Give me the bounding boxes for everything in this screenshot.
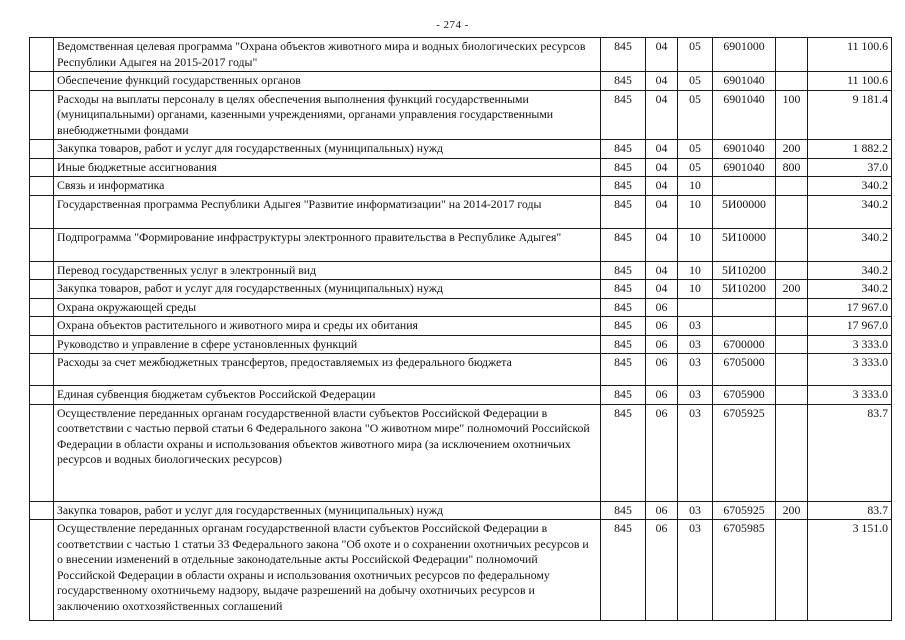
row-target-article-code: 6705000 bbox=[713, 354, 776, 386]
row-expense-type-code bbox=[776, 38, 808, 72]
row-section-code: 04 bbox=[646, 158, 678, 177]
row-name: Связь и информатика bbox=[54, 177, 601, 196]
row-subsection-code: 03 bbox=[678, 386, 713, 405]
row-admin-code: 845 bbox=[601, 177, 646, 196]
row-margin-cell bbox=[30, 140, 54, 159]
row-target-article-code: 5И10200 bbox=[713, 280, 776, 299]
table-row bbox=[30, 520, 892, 621]
row-expense-type-code bbox=[776, 72, 808, 91]
table-row bbox=[30, 317, 892, 336]
row-margin-cell bbox=[30, 177, 54, 196]
row-amount: 340.2 bbox=[808, 195, 892, 228]
row-margin-cell bbox=[30, 335, 54, 354]
table-row bbox=[30, 280, 892, 299]
row-admin-code: 845 bbox=[601, 404, 646, 501]
row-section-code: 06 bbox=[646, 404, 678, 501]
row-target-article-code: 5И00000 bbox=[713, 195, 776, 228]
row-target-article-code: 6901040 bbox=[713, 140, 776, 159]
row-section-code: 04 bbox=[646, 38, 678, 72]
row-subsection-code: 03 bbox=[678, 404, 713, 501]
row-admin-code: 845 bbox=[601, 520, 646, 621]
row-subsection-code: 03 bbox=[678, 501, 713, 520]
budget-table-body bbox=[30, 38, 892, 621]
row-target-article-code: 6705925 bbox=[713, 501, 776, 520]
row-admin-code: 845 bbox=[601, 317, 646, 336]
row-subsection-code: 03 bbox=[678, 520, 713, 621]
row-subsection-code: 05 bbox=[678, 140, 713, 159]
row-amount: 9 181.4 bbox=[808, 90, 892, 140]
row-amount: 340.2 bbox=[808, 261, 892, 280]
row-section-code: 06 bbox=[646, 335, 678, 354]
row-subsection-code: 10 bbox=[678, 177, 713, 196]
row-name: Расходы за счет межбюджетных трансфертов, предоставляемых из федерального бюджета bbox=[54, 354, 601, 386]
row-admin-code: 845 bbox=[601, 386, 646, 405]
row-subsection-code: 10 bbox=[678, 261, 713, 280]
row-margin-cell bbox=[30, 317, 54, 336]
row-admin-code: 845 bbox=[601, 140, 646, 159]
row-target-article-code bbox=[713, 298, 776, 317]
table-row bbox=[30, 228, 892, 261]
row-expense-type-code: 200 bbox=[776, 280, 808, 299]
row-name: Осуществление переданных органам государственной власти субъектов Российской Федерации в соответствии с частью первой статьи 6 Федерального закона "О животном мире" полномочий Российской Федерации в области охраны и использования объектов животного мира (за исключением охотничьих ресурсов и водных биологических ресурсов) bbox=[54, 404, 601, 501]
row-margin-cell bbox=[30, 38, 54, 72]
table-row bbox=[30, 501, 892, 520]
row-name: Охрана объектов растительного и животного мира и среды их обитания bbox=[54, 317, 601, 336]
row-margin-cell bbox=[30, 195, 54, 228]
row-target-article-code bbox=[713, 317, 776, 336]
row-admin-code: 845 bbox=[601, 228, 646, 261]
row-target-article-code: 6901040 bbox=[713, 90, 776, 140]
row-subsection-code: 10 bbox=[678, 280, 713, 299]
row-target-article-code: 6901000 bbox=[713, 38, 776, 72]
row-margin-cell bbox=[30, 90, 54, 140]
row-name: Обеспечение функций государственных органов bbox=[54, 72, 601, 91]
row-admin-code: 845 bbox=[601, 195, 646, 228]
row-expense-type-code: 200 bbox=[776, 140, 808, 159]
row-admin-code: 845 bbox=[601, 298, 646, 317]
table-row bbox=[30, 90, 892, 140]
row-subsection-code: 05 bbox=[678, 72, 713, 91]
row-name: Руководство и управление в сфере установленных функций bbox=[54, 335, 601, 354]
row-target-article-code: 6705985 bbox=[713, 520, 776, 621]
row-subsection-code: 03 bbox=[678, 317, 713, 336]
row-margin-cell bbox=[30, 354, 54, 386]
row-name: Закупка товаров, работ и услуг для государственных (муниципальных) нужд bbox=[54, 501, 601, 520]
row-name: Подпрограмма "Формирование инфраструктуры электронного правительства в Республике Адыгея" bbox=[54, 228, 601, 261]
row-admin-code: 845 bbox=[601, 335, 646, 354]
row-section-code: 04 bbox=[646, 72, 678, 91]
row-name: Осуществление переданных органам государственной власти субъектов Российской Федерации в соответствии с частью 1 статьи 33 Федерального закона "Об охоте и о сохранении охотничьих ресурсов и о внесении изменений в отдельные законодательные акты Российской Федерации" полномочий Российской Федерации в области охраны и использования охотничьих ресурсов по федеральному государственному охотничьему надзору, выдаче разрешений на добычу охотничьих ресурсов и заключению охотхозяйственных соглашений bbox=[54, 520, 601, 621]
row-amount: 11 100.6 bbox=[808, 38, 892, 72]
row-margin-cell bbox=[30, 228, 54, 261]
row-amount: 340.2 bbox=[808, 280, 892, 299]
table-row bbox=[30, 386, 892, 405]
row-margin-cell bbox=[30, 261, 54, 280]
row-amount: 3 333.0 bbox=[808, 335, 892, 354]
row-target-article-code: 5И10000 bbox=[713, 228, 776, 261]
row-section-code: 06 bbox=[646, 501, 678, 520]
row-margin-cell bbox=[30, 501, 54, 520]
row-margin-cell bbox=[30, 298, 54, 317]
row-name: Расходы на выплаты персоналу в целях обеспечения выполнения функций государственными (муниципальными) органами, казенными учреждениями, органами управления государственными внебюджетными фондами bbox=[54, 90, 601, 140]
table-row bbox=[30, 140, 892, 159]
row-expense-type-code bbox=[776, 354, 808, 386]
table-row bbox=[30, 335, 892, 354]
row-admin-code: 845 bbox=[601, 354, 646, 386]
row-subsection-code: 10 bbox=[678, 195, 713, 228]
row-admin-code: 845 bbox=[601, 280, 646, 299]
row-name: Государственная программа Республики Адыгея "Развитие информатизации" на 2014-2017 годы bbox=[54, 195, 601, 228]
row-target-article-code: 6705925 bbox=[713, 404, 776, 501]
row-subsection-code bbox=[678, 298, 713, 317]
row-name: Закупка товаров, работ и услуг для государственных (муниципальных) нужд bbox=[54, 140, 601, 159]
row-expense-type-code: 100 bbox=[776, 90, 808, 140]
row-expense-type-code bbox=[776, 520, 808, 621]
row-margin-cell bbox=[30, 158, 54, 177]
budget-table bbox=[29, 37, 892, 621]
row-section-code: 04 bbox=[646, 177, 678, 196]
row-expense-type-code bbox=[776, 404, 808, 501]
row-margin-cell bbox=[30, 280, 54, 299]
row-name: Ведомственная целевая программа "Охрана объектов животного мира и водных биологических ресурсов Республики Адыгея на 2015-2017 годы" bbox=[54, 38, 601, 72]
row-subsection-code: 05 bbox=[678, 158, 713, 177]
row-name: Единая субвенция бюджетам субъектов Российской Федерации bbox=[54, 386, 601, 405]
row-expense-type-code bbox=[776, 228, 808, 261]
row-margin-cell bbox=[30, 404, 54, 501]
row-amount: 17 967.0 bbox=[808, 298, 892, 317]
row-amount: 11 100.6 bbox=[808, 72, 892, 91]
row-target-article-code: 5И10200 bbox=[713, 261, 776, 280]
table-row bbox=[30, 38, 892, 72]
row-section-code: 04 bbox=[646, 261, 678, 280]
row-subsection-code: 03 bbox=[678, 335, 713, 354]
row-amount: 3 333.0 bbox=[808, 386, 892, 405]
row-name: Закупка товаров, работ и услуг для государственных (муниципальных) нужд bbox=[54, 280, 601, 299]
row-expense-type-code bbox=[776, 177, 808, 196]
row-section-code: 06 bbox=[646, 386, 678, 405]
row-amount: 1 882.2 bbox=[808, 140, 892, 159]
row-section-code: 06 bbox=[646, 298, 678, 317]
table-row bbox=[30, 261, 892, 280]
row-margin-cell bbox=[30, 520, 54, 621]
row-margin-cell bbox=[30, 72, 54, 91]
row-section-code: 04 bbox=[646, 280, 678, 299]
row-amount: 83.7 bbox=[808, 501, 892, 520]
row-section-code: 04 bbox=[646, 140, 678, 159]
table-row bbox=[30, 354, 892, 386]
row-subsection-code: 05 bbox=[678, 38, 713, 72]
page-number: - 274 - bbox=[436, 19, 469, 31]
row-target-article-code bbox=[713, 177, 776, 196]
row-section-code: 04 bbox=[646, 228, 678, 261]
table-row bbox=[30, 72, 892, 91]
row-admin-code: 845 bbox=[601, 90, 646, 140]
row-expense-type-code bbox=[776, 195, 808, 228]
row-target-article-code: 6705900 bbox=[713, 386, 776, 405]
row-amount: 3 333.0 bbox=[808, 354, 892, 386]
table-row bbox=[30, 298, 892, 317]
row-expense-type-code bbox=[776, 386, 808, 405]
row-amount: 340.2 bbox=[808, 228, 892, 261]
row-target-article-code: 6700000 bbox=[713, 335, 776, 354]
row-amount: 3 151.0 bbox=[808, 520, 892, 621]
row-expense-type-code bbox=[776, 335, 808, 354]
row-expense-type-code: 200 bbox=[776, 501, 808, 520]
row-section-code: 06 bbox=[646, 520, 678, 621]
table-row bbox=[30, 158, 892, 177]
row-expense-type-code: 800 bbox=[776, 158, 808, 177]
row-name: Охрана окружающей среды bbox=[54, 298, 601, 317]
row-expense-type-code bbox=[776, 261, 808, 280]
table-row bbox=[30, 404, 892, 501]
row-target-article-code: 6901040 bbox=[713, 158, 776, 177]
row-admin-code: 845 bbox=[601, 261, 646, 280]
row-section-code: 04 bbox=[646, 195, 678, 228]
row-target-article-code: 6901040 bbox=[713, 72, 776, 91]
row-section-code: 06 bbox=[646, 317, 678, 336]
row-name: Перевод государственных услуг в электронный вид bbox=[54, 261, 601, 280]
row-amount: 17 967.0 bbox=[808, 317, 892, 336]
row-amount: 340.2 bbox=[808, 177, 892, 196]
row-subsection-code: 10 bbox=[678, 228, 713, 261]
row-admin-code: 845 bbox=[601, 158, 646, 177]
row-amount: 83.7 bbox=[808, 404, 892, 501]
row-admin-code: 845 bbox=[601, 72, 646, 91]
row-section-code: 04 bbox=[646, 90, 678, 140]
row-subsection-code: 03 bbox=[678, 354, 713, 386]
row-admin-code: 845 bbox=[601, 38, 646, 72]
row-subsection-code: 05 bbox=[678, 90, 713, 140]
row-name: Иные бюджетные ассигнования bbox=[54, 158, 601, 177]
row-margin-cell bbox=[30, 386, 54, 405]
row-admin-code: 845 bbox=[601, 501, 646, 520]
table-row bbox=[30, 195, 892, 228]
row-amount: 37.0 bbox=[808, 158, 892, 177]
table-row bbox=[30, 177, 892, 196]
row-section-code: 06 bbox=[646, 354, 678, 386]
row-expense-type-code bbox=[776, 298, 808, 317]
row-expense-type-code bbox=[776, 317, 808, 336]
